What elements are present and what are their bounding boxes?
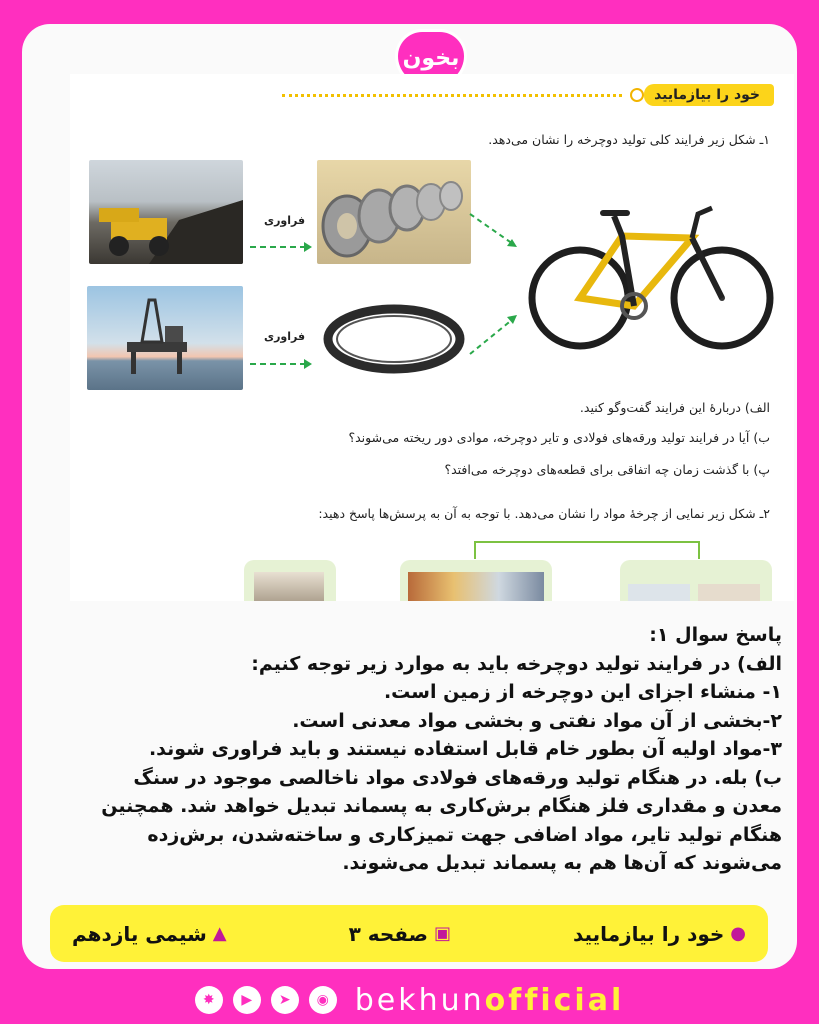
processing-label-bottom: فراوری [264, 330, 306, 343]
mining-truck-image [89, 160, 243, 264]
film-reel-icon[interactable]: ✸ [195, 986, 223, 1014]
answer-line: می‌شوند که آن‌ها هم به پسماند تبدیل می‌شوند. [342, 852, 782, 874]
answer-line: معدن و مقداری فلز هنگام برش‌کاری به پسماند تبدیل خواهد شد. همچنین [101, 795, 782, 817]
content-card [22, 24, 797, 969]
oil-rig-image [87, 286, 243, 390]
steel-coils-image [317, 160, 471, 264]
footer-subject: ▲ شیمی یازدهم [72, 921, 227, 946]
footer-page: ▣ صفحه ۳ [348, 921, 452, 946]
answer-line: ۳-مواد اولیه آن بطور خام قابل استفاده نیستند و باید فراوری شوند. [148, 738, 782, 760]
telegram-icon[interactable]: ➤ [271, 986, 299, 1014]
social-bar [0, 976, 819, 1024]
textbook-scan [70, 74, 794, 601]
question-1-intro: ۱ـ شکل زیر فرایند کلی تولید دوچرخه را نشان می‌دهد. [488, 132, 770, 147]
tire-image [323, 304, 465, 374]
brand-handle[interactable]: bekhunofficial [354, 982, 625, 1018]
cycle-box-left [244, 560, 336, 601]
answer-line: ۲-بخشی از آن مواد نفتی و بخشی مواد معدنی است. [292, 709, 782, 732]
section-header-title: خود را بیازمایید [644, 84, 774, 106]
question-2-intro: ۲ـ شکل زیر نمایی از چرخهٔ مواد را نشان می‌دهد. با توجه به آن به پرسش‌ها پاسخ دهید: [318, 506, 770, 521]
arrow-top [250, 246, 306, 248]
bekhun-logo: بخون [394, 28, 468, 88]
answer-line: هنگام تولید تایر، مواد اضافی جهت تمیزکاری و ساخته‌شدن، برش‌زده [147, 823, 782, 846]
processing-label-top: فراوری [264, 214, 306, 227]
footer-bar [50, 905, 768, 962]
answer-line: ۱- منشاء اجزای این دوچرخه از زمین است. [383, 681, 782, 703]
graduation-cap-icon: ▲ [212, 923, 227, 944]
question-1-part-p: پ) با گذشت زمان چه اتفاقی برای قطعه‌های دوچرخه می‌افتد؟ [444, 462, 770, 477]
instagram-icon[interactable]: ◉ [309, 986, 337, 1014]
diagonal-arrows [465, 204, 525, 364]
youtube-icon[interactable]: ▶ [233, 986, 261, 1014]
bicycle-image [522, 186, 780, 354]
footer-section: ● خود را بیازمایید [572, 921, 746, 946]
answer-line: الف) در فرایند تولید دوچرخه باید به موارد زیر توجه کنیم: [251, 652, 782, 675]
section-header [282, 84, 774, 106]
cycle-connector [474, 541, 700, 559]
answer-text [70, 621, 782, 878]
answer-line: ب) بله. در هنگام تولید ورقه‌های فولادی مواد ناخالصی موجود در سنگ [133, 766, 782, 789]
user-icon: ● [730, 923, 746, 944]
book-icon: ▣ [434, 923, 452, 944]
arrow-bottom [250, 363, 306, 365]
question-1-part-b: ب) آیا در فرایند تولید ورقه‌های فولادی و تایر دوچرخه، موادی دور ریخته می‌شوند؟ [348, 430, 770, 445]
cycle-box-middle [400, 560, 552, 601]
question-1-part-a: الف) دربارهٔ این فرایند گفت‌وگو کنید. [579, 400, 770, 415]
answer-line: پاسخ سوال ۱: [649, 624, 782, 646]
cycle-box-right [620, 560, 772, 601]
